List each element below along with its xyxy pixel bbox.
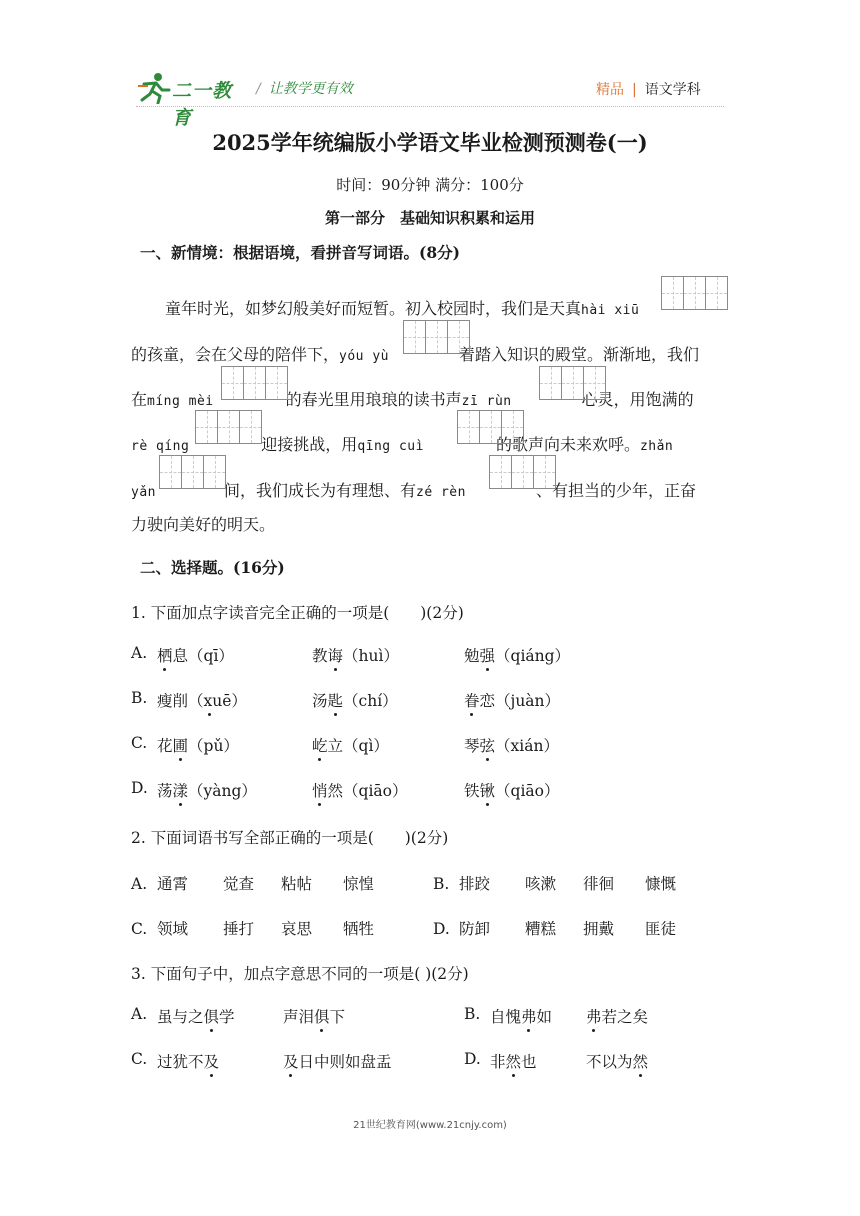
option-label: C. — [131, 1050, 148, 1068]
tag-separator: | — [632, 82, 637, 98]
option-phrase — [586, 1005, 648, 1027]
text-part: 悄 — [312, 782, 328, 800]
q1-option-b[interactable] — [131, 689, 561, 710]
text-part: 花 — [157, 737, 173, 755]
answer-box-7[interactable] — [159, 455, 226, 489]
answer-box-5[interactable] — [195, 410, 262, 444]
option-word: 慷慨 — [645, 875, 677, 893]
option-word — [464, 779, 559, 801]
pinyin: zé rèn — [416, 485, 466, 500]
passage-text: 、有担当的少年，正奋 — [535, 481, 696, 500]
text-part: 恋（juàn） — [479, 692, 561, 710]
option-word: 防卸 — [459, 920, 491, 938]
option-word: 觉查 — [223, 875, 255, 893]
text-part: 铁 — [464, 782, 480, 800]
question-2: 2. 下面词语书写全部正确的一项是( )(2分) — [131, 829, 449, 847]
pinyin: yóu yù — [339, 349, 389, 364]
text-part: 俱 — [203, 1008, 220, 1026]
option-phrase — [157, 1005, 235, 1027]
text-part: 汤 — [312, 692, 328, 710]
option-word: 拥戴 — [583, 920, 615, 938]
pinyin: rè qíng — [131, 439, 190, 454]
q3-option-a[interactable] — [131, 1005, 346, 1026]
section-2-heading: 二、选择题。(16分) — [140, 558, 285, 577]
q2-option-b[interactable] — [433, 872, 697, 894]
q1-option-d[interactable] — [131, 779, 560, 800]
option-label: D. — [433, 920, 450, 938]
option-phrase — [490, 1005, 552, 1027]
text-part: 圃 — [172, 737, 189, 755]
text-part: 栖 — [157, 647, 173, 665]
option-word — [157, 689, 247, 711]
option-word — [312, 689, 398, 711]
text-part: 漾 — [172, 782, 189, 800]
option-phrase — [283, 1005, 345, 1027]
text-part: 也 — [521, 1053, 537, 1071]
text-part: 息（qī） — [172, 647, 234, 665]
option-label: B. — [131, 689, 148, 707]
text-part: 然（qiāo） — [327, 782, 408, 800]
q2-option-a[interactable] — [131, 872, 395, 894]
text-part: 锹 — [479, 782, 496, 800]
text-part: 琴 — [464, 737, 480, 755]
text-part: 过犹不 — [157, 1053, 204, 1071]
text-part: 立（qì） — [327, 737, 389, 755]
text-part: （xián） — [495, 737, 559, 755]
section-1-heading: 一、新情境：根据语境，看拼音写词语。(8分) — [140, 243, 460, 262]
option-label: C. — [131, 920, 148, 938]
option-word — [312, 734, 389, 756]
option-label: A. — [131, 644, 148, 662]
option-phrase — [157, 1050, 219, 1072]
slogan-text: 让教学更有效 — [268, 81, 353, 97]
text-part: 弗 — [586, 1008, 602, 1026]
passage-text: 童年时光，如梦幻般美好而短暂。初入校园时，我们是天真 — [165, 299, 582, 318]
option-label: D. — [464, 1050, 481, 1068]
exam-meta: 时间：90分钟 满分：100分 — [336, 176, 524, 194]
q2-option-c[interactable] — [131, 917, 395, 939]
subject-label: 语文学科 — [644, 82, 701, 98]
text-part: 及 — [283, 1053, 299, 1071]
option-word: 粘帖 — [281, 875, 313, 893]
option-word: 徘徊 — [583, 875, 615, 893]
text-part: 俱 — [314, 1008, 330, 1026]
question-1: 1. 下面加点字读音完全正确的一项是( )(2分) — [131, 604, 464, 622]
q3-option-b[interactable] — [464, 1005, 649, 1026]
q2-option-d[interactable] — [433, 917, 697, 939]
option-word — [464, 689, 560, 711]
option-word — [464, 734, 559, 756]
option-word: 哀思 — [281, 920, 313, 938]
option-word — [464, 644, 570, 666]
passage-line-1 — [165, 296, 639, 319]
text-part: 强 — [479, 647, 496, 665]
option-phrase — [490, 1050, 537, 1072]
text-part: （chí） — [343, 692, 398, 710]
pinyin: yǎn — [131, 485, 156, 500]
text-part: 若之矣 — [601, 1008, 649, 1026]
text-part: （huì） — [343, 647, 399, 665]
option-word — [312, 779, 407, 801]
passage-text: 着踏入知识的殿堂。渐渐地，我们 — [458, 345, 699, 364]
text-part: 削（xuē） — [172, 692, 247, 710]
option-word: 匪徒 — [645, 920, 677, 938]
option-label: B. — [464, 1005, 481, 1023]
option-label: B. — [433, 875, 450, 893]
text-part: 然 — [632, 1053, 649, 1071]
brand-name: 二一教育 — [172, 80, 233, 129]
text-part: 学 — [219, 1008, 235, 1026]
footer: 21世纪教育网(www.21cnjy.com) — [353, 1120, 507, 1131]
q3-option-c[interactable] — [131, 1050, 392, 1071]
text-part: 然 — [505, 1053, 522, 1071]
pinyin: zhǎn — [639, 439, 674, 454]
text-part: 弦 — [479, 737, 496, 755]
brand-logo — [136, 72, 244, 129]
text-part: 非 — [490, 1053, 506, 1071]
passage-line-6: 力驶向美好的明天。 — [131, 515, 276, 534]
passage-text: 心灵，用饱满的 — [581, 390, 694, 409]
option-word — [157, 734, 239, 756]
answer-box-1[interactable] — [661, 276, 728, 310]
text-part: 勉 — [464, 647, 480, 665]
q3-option-d[interactable] — [464, 1050, 649, 1071]
header-divider — [136, 106, 724, 107]
option-word: 惊惶 — [343, 875, 375, 893]
text-part: 虽与之 — [157, 1008, 204, 1026]
option-phrase — [283, 1050, 392, 1072]
passage-text: 的春光里用琅琅的读书声 — [285, 390, 462, 409]
text-part: 荡 — [157, 782, 173, 800]
slogan — [256, 78, 353, 98]
text-part: （qiāo） — [495, 782, 560, 800]
text-part: 及 — [203, 1053, 220, 1071]
text-part: 教 — [312, 647, 328, 665]
option-word: 糟糕 — [525, 920, 557, 938]
text-part: 日中则如盘盂 — [298, 1053, 392, 1071]
option-word — [157, 644, 234, 666]
option-word: 捶打 — [223, 920, 255, 938]
part-heading: 第一部分 基础知识积累和运用 — [324, 209, 535, 227]
option-word: 牺牲 — [343, 920, 375, 938]
answer-box-3[interactable] — [221, 366, 288, 400]
passage-text: 的歌声向未来欢呼。 — [495, 435, 640, 454]
pinyin: zī rùn — [461, 394, 512, 409]
text-part: 声泪 — [283, 1008, 315, 1026]
text-part: 自愧 — [490, 1008, 522, 1026]
option-word — [312, 644, 399, 666]
slogan-separator: / — [256, 81, 261, 97]
option-label: A. — [131, 1005, 148, 1023]
text-part: 不以为 — [586, 1053, 633, 1071]
header-tag — [596, 79, 701, 99]
text-part: （qiáng） — [495, 647, 571, 665]
answer-box-2[interactable] — [403, 320, 470, 354]
answer-box-8[interactable] — [489, 455, 556, 489]
option-label: C. — [131, 734, 148, 752]
text-part: 下 — [329, 1008, 346, 1026]
pinyin: hài xiū — [581, 303, 640, 318]
answer-box-6[interactable] — [457, 410, 524, 444]
option-label: A. — [131, 875, 148, 893]
q1-option-c[interactable] — [131, 734, 559, 755]
text-part: 诲 — [327, 647, 344, 665]
text-part: 弗 — [521, 1008, 537, 1026]
answer-box-4[interactable] — [539, 366, 606, 400]
passage-line-3 — [131, 387, 694, 410]
option-word: 咳漱 — [525, 875, 557, 893]
text-part: （pǔ） — [188, 737, 239, 755]
q1-option-a[interactable] — [131, 644, 571, 665]
option-word: 通霄 — [157, 875, 189, 893]
tag-label: 精品 — [596, 82, 624, 98]
passage-text: 在 — [131, 390, 148, 409]
text-part: 如 — [536, 1008, 553, 1026]
option-phrase — [586, 1050, 648, 1072]
text-part: 匙 — [327, 692, 344, 710]
pinyin: míng mèi — [147, 394, 214, 409]
text-part: （yàng） — [188, 782, 257, 800]
option-word: 排跤 — [459, 875, 491, 893]
option-word: 领域 — [157, 920, 189, 938]
text-part: 瘦 — [157, 692, 173, 710]
option-word — [157, 779, 257, 801]
pinyin: qīng cuì — [357, 439, 424, 454]
passage-text: 的孩童，会在父母的陪伴下， — [131, 345, 340, 364]
passage-text: 间，我们成长为有理想、有 — [223, 481, 416, 500]
passage-text: 迎接挑战，用 — [261, 435, 358, 454]
page-title: 2025学年统编版小学语文毕业检测预测卷(一) — [212, 130, 648, 155]
text-part: 眷 — [464, 692, 480, 710]
question-3: 3. 下面句子中，加点字意思不同的一项是( )(2分) — [131, 965, 469, 983]
runner-icon — [136, 72, 172, 104]
option-label: D. — [131, 779, 148, 797]
text-part: 屹 — [312, 737, 328, 755]
